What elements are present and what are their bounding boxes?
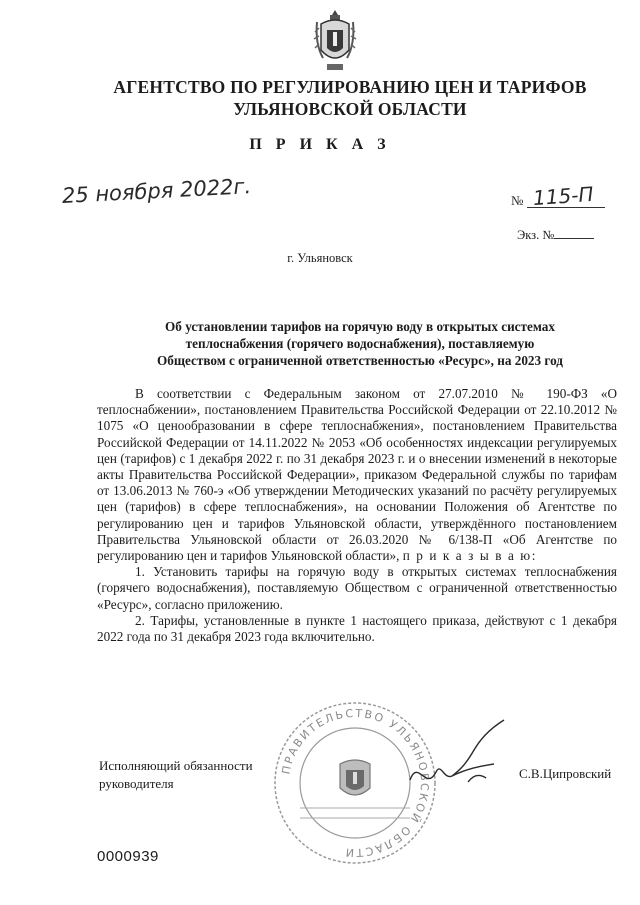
document-type-title: П Р И К А З bbox=[249, 136, 391, 153]
copy-number-blank bbox=[554, 227, 594, 239]
number-underline bbox=[527, 207, 605, 208]
stamp-ring-text: ПРАВИТЕЛЬСТВО УЛЬЯНОВСКОЙ ОБЛАСТИ bbox=[279, 706, 432, 860]
signer-name: С.В.Ципровский bbox=[519, 766, 612, 781]
copy-number-label: Экз. № bbox=[517, 228, 555, 242]
agency-name-line2: УЛЬЯНОВСКОЙ ОБЛАСТИ bbox=[233, 99, 467, 119]
signer-position bbox=[99, 757, 253, 793]
subject-line2: теплоснабжения (горячего водоснабжения), поставляемую bbox=[185, 336, 535, 351]
handwritten-signature bbox=[408, 718, 513, 798]
city: г. Ульяновск bbox=[287, 251, 353, 265]
clause-2: 2. Тарифы, установленные в пункте 1 настоящего приказа, действуют с 1 декабря 2022 года по 31 декабря 2023 года включительно. bbox=[97, 612, 617, 645]
coat-of-arms-emblem bbox=[313, 8, 357, 74]
stamp-emblem-icon bbox=[340, 760, 370, 795]
agency-name-line1: АГЕНТСТВО ПО РЕГУЛИРОВАНИЮ ЦЕН И ТАРИФОВ bbox=[113, 77, 587, 97]
clause-1: 1. Установить тарифы на горячую воду в открытых системах теплоснабжения (горячего водоснабжения), поставляемую Обществом с ограниченной ответственностью «Ресурс», согласно приложению. bbox=[97, 564, 617, 612]
preamble-paragraph bbox=[97, 386, 617, 564]
signer-position-line2: руководителя bbox=[99, 776, 174, 791]
order-body bbox=[97, 386, 617, 645]
copy-number bbox=[517, 227, 594, 243]
handwritten-date: 25 ноября 2022г. bbox=[61, 174, 252, 208]
signer-position-line1: Исполняющий обязанности bbox=[99, 758, 253, 773]
subject-line1: Об установлении тарифов на горячую воду в открытых системах bbox=[165, 319, 555, 334]
subject-line3: Обществом с ограниченной ответственностью «Ресурс», на 2023 год bbox=[157, 353, 563, 368]
order-word: п р и к а з ы в а ю: bbox=[402, 548, 538, 564]
form-serial-number: 0000939 bbox=[97, 848, 159, 865]
order-subject bbox=[120, 318, 600, 369]
number-sign: № bbox=[511, 193, 524, 208]
handwritten-order-number: 115-П bbox=[532, 181, 595, 211]
preamble-text: В соответствии с Федеральным законом от 27.07.2010 № 190-ФЗ «О теплоснабжении», постановлением Правительства Российской Федерации от 22.10.2012 № 1075 «О ценообразовании в сфере теплоснабжения», постановлением Правительства Российской Федерации от 14.11.2022 № 2053 «Об особенностях индексации регулируемых цен (тарифов) с 1 декабря 2022 г. по 31 декабря 2023 г. и о внесении изменений в некоторые акты Правительства Российской Федерации», приказом Федеральной службы по тарифам от 13.06.2013 № 760-э «Об утверждении Методических указаний по расчёту регулируемых цен (тарифов) в сфере теплоснабжения», на основании Положения об Агентстве по регулированию цен и тарифов Ульяновской области, утверждённого постановлением Правительства Ульяновской области от 26.03.2020 № 6/138-П «Об Агентстве по регулированию цен и тарифов Ульяновской области», bbox=[97, 386, 617, 564]
